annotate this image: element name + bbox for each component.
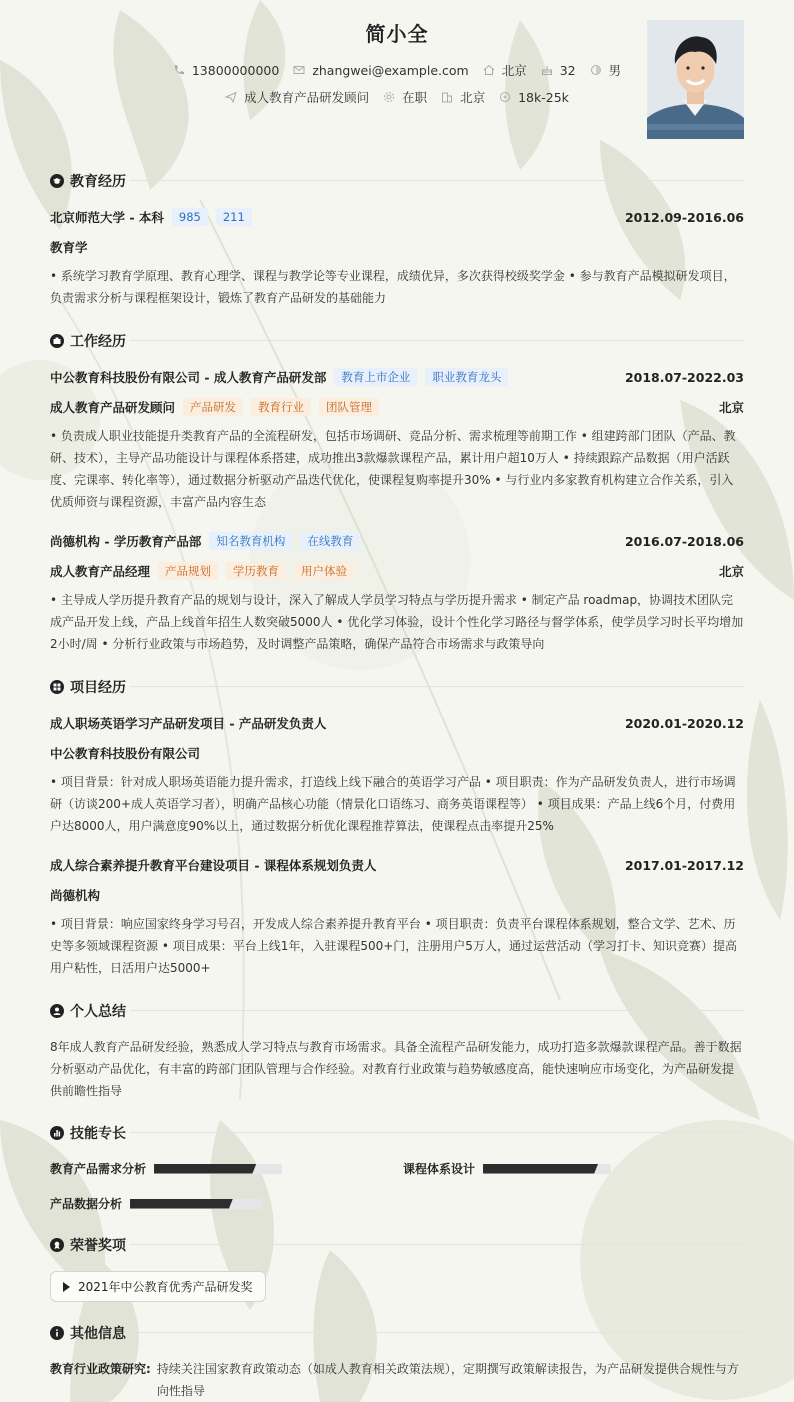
info-icon xyxy=(50,1326,64,1340)
company-tag: 职业教育龙头 xyxy=(425,368,508,386)
city-item xyxy=(483,61,527,79)
school-name: 北京师范大学 - 本科 xyxy=(50,210,164,225)
section-skills-title: 技能专长 xyxy=(50,1123,126,1143)
section-education-title: 教育经历 xyxy=(50,171,126,191)
role-tag: 产品研发 xyxy=(183,398,243,416)
project-2-org-row xyxy=(50,886,744,904)
skill-bar-fill xyxy=(154,1164,256,1174)
divider xyxy=(130,1132,744,1133)
skill-item xyxy=(50,1195,262,1212)
role-tag: 产品规划 xyxy=(158,562,218,580)
divider xyxy=(130,1010,744,1011)
divider xyxy=(130,686,744,687)
avatar xyxy=(647,20,744,139)
target-city-item xyxy=(441,88,485,106)
role-tag: 学历教育 xyxy=(226,562,286,580)
project-2-description: • 项目背景：响应国家终身学习号召，开发成人综合素养提升教育平台 • 项目职责：负责平台课程体系规划，整合文学、艺术、历史等多领域课程资源 • 项目成果：平台上线1年，入驻课程500+门，注册用户5万人，通过运营活动（学习打卡、知识竞赛）提高用户粘性，日活用户达5000+ xyxy=(50,917,737,975)
section-projects-title: 项目经历 xyxy=(50,677,126,697)
gear-icon xyxy=(383,91,395,103)
award-item xyxy=(50,1271,266,1302)
project-org: 中公教育科技股份有限公司 xyxy=(50,746,201,761)
skill-bar-fill xyxy=(483,1164,598,1174)
work-period: 2016.07-2018.06 xyxy=(624,533,744,549)
work-2-header xyxy=(50,532,744,550)
major: 教育学 xyxy=(50,240,88,255)
section-honors-title: 荣誉奖项 xyxy=(50,1235,126,1255)
job-role: 成人教育产品研发顾问 xyxy=(50,400,176,415)
age-value: 32 xyxy=(559,62,576,78)
other-info-item xyxy=(50,1358,744,1402)
project-period: 2020.01-2020.12 xyxy=(624,715,744,731)
project-title: 成人综合素养提升教育平台建设项目 - 课程体系规划负责人 xyxy=(50,858,377,873)
work-location: 北京 xyxy=(718,400,744,415)
candidate-name: 简小全 xyxy=(365,22,429,46)
skill-item xyxy=(403,1160,611,1177)
target-city-value: 北京 xyxy=(460,90,486,105)
status-item xyxy=(383,88,427,106)
section-other-title: 其他信息 xyxy=(50,1323,126,1343)
project-1-org-row xyxy=(50,744,744,762)
project-2-header xyxy=(50,856,744,874)
company-tag: 知名教育机构 xyxy=(209,532,292,550)
gender-icon xyxy=(590,64,602,76)
medal-icon xyxy=(50,1238,64,1252)
salary-value: 18k-25k xyxy=(518,89,569,105)
project-1-header xyxy=(50,714,744,732)
phone-value: 13800000000 xyxy=(191,62,280,78)
project-period: 2017.01-2017.12 xyxy=(624,857,744,873)
age-item xyxy=(541,63,576,78)
role-tag: 团队管理 xyxy=(319,398,379,416)
company-tag: 在线教育 xyxy=(300,532,360,550)
money-icon xyxy=(499,91,511,103)
company-tag: 教育上市企业 xyxy=(334,368,417,386)
cake-icon xyxy=(541,64,553,76)
mail-icon xyxy=(293,64,305,76)
education-period: 2012.09-2016.06 xyxy=(624,209,744,225)
school-tag: 985 xyxy=(172,208,208,226)
award-name: 2021年中公教育优秀产品研发奖 xyxy=(78,1280,253,1294)
project-title: 成人职场英语学习产品研发项目 - 产品研发负责人 xyxy=(50,716,327,731)
bar-chart-icon xyxy=(50,1126,64,1140)
divider xyxy=(130,340,744,341)
briefcase-icon xyxy=(50,334,64,348)
school-tag: 211 xyxy=(216,208,252,226)
job-title-value: 成人教育产品研发顾问 xyxy=(244,90,370,105)
skill-name: 教育产品需求分析 xyxy=(50,1162,147,1176)
divider xyxy=(130,180,744,181)
skill-bar xyxy=(130,1199,262,1209)
summary-text: 8年成人教育产品研发经验，熟悉成人学习特点与教育市场需求。具备全流程产品研发能力，成功打造多款爆款课程产品。善于数据分析驱动产品优化，有丰富的跨部门团队管理与合作经验。对教育行业政策与趋势敏感度高，能快速响应市场变化，为产品研发提供前瞻性指导 xyxy=(50,1040,742,1098)
project-1-description: • 项目背景：针对成人职场英语能力提升需求，打造线上线下融合的英语学习产品 • 项目职责：作为产品研发负责人，进行市场调研（访谈200+成人英语学习者），明确产品核心功能（情景化口语练习、商务英语课程等） • 项目成果：产品上线6个月，付费用户达8000人，用户满意度90%以上，通过数据分析优化课程推荐算法，使课程点击率提升25% xyxy=(50,775,736,833)
education-major-row xyxy=(50,238,744,256)
skill-bar xyxy=(483,1164,611,1174)
play-icon xyxy=(63,1282,70,1292)
graduation-cap-icon xyxy=(50,174,64,188)
skill-bar-fill xyxy=(130,1199,233,1209)
education-description: • 系统学习教育学原理、教育心理学、课程与教学论等专业课程，成绩优异，多次获得校级奖学金 • 参与教育产品模拟研发项目，负责需求分析与课程框架设计，锻炼了教育产品研发的基础能力 xyxy=(50,269,736,305)
work-location: 北京 xyxy=(718,564,744,579)
job-title-item xyxy=(225,88,369,106)
send-icon xyxy=(225,91,237,103)
email-item xyxy=(293,63,468,78)
work-2-description: • 主导成人学历提升教育产品的规划与设计，深入了解成人学员学习特点与学历提升需求 • 制定产品 roadmap，协调技术团队完成产品开发上线，产品上线首年招生人数突破5000人 • 优化学习体验，设计个性化学习路径与督学体系，使学员学习时长平均增加2小时/周 • 分析行业政策与市场趋势，及时调整产品策略，确保产品符合市场需求与政策导向 xyxy=(50,593,744,651)
work-2-role-row xyxy=(50,562,744,580)
other-info-text: 持续关注国家教育政策动态（如成人教育相关政策法规），定期撰写政策解读报告，为产品研发提供合规性与方向性指导 xyxy=(156,1362,739,1398)
education-header xyxy=(50,208,744,226)
project-org: 尚德机构 xyxy=(50,888,101,903)
email-value: zhangwei@example.com xyxy=(312,62,469,78)
role-tag: 用户体验 xyxy=(294,562,354,580)
skill-name: 产品数据分析 xyxy=(50,1197,123,1211)
status-value: 在职 xyxy=(402,90,428,105)
skill-bar xyxy=(154,1164,282,1174)
divider xyxy=(130,1332,744,1333)
gender-item xyxy=(590,61,622,79)
gender-value: 男 xyxy=(608,63,622,78)
section-work-title: 工作经历 xyxy=(50,331,126,351)
other-info-label: 教育行业政策研究: xyxy=(50,1362,151,1376)
section-summary-title: 个人总结 xyxy=(50,1001,126,1021)
work-1-role-row xyxy=(50,398,744,416)
city-value: 北京 xyxy=(501,63,527,78)
skill-name: 课程体系设计 xyxy=(403,1162,476,1176)
work-period: 2018.07-2022.03 xyxy=(624,369,744,385)
grid-icon xyxy=(50,680,64,694)
work-1-header xyxy=(50,368,744,386)
role-tag: 教育行业 xyxy=(251,398,311,416)
skill-item xyxy=(50,1160,282,1177)
job-role: 成人教育产品经理 xyxy=(50,564,151,579)
company-name: 中公教育科技股份有限公司 - 成人教育产品研发部 xyxy=(50,370,327,385)
company-name: 尚德机构 - 学历教育产品部 xyxy=(50,534,202,549)
phone-item xyxy=(173,63,279,78)
work-1-description: • 负责成人职业技能提升类教育产品的全流程研发，包括市场调研、竞品分析、需求梳理等前期工作 • 组建跨部门团队（产品、教研、技术），主导产品功能设计与课程体系搭建，成功推出3款爆款课程产品，累计用户超10万人 • 持续跟踪产品数据（用户活跃度、完课率、转化率等），通过数据分析驱动产品迭代优化，使课程复购率提升30% • 与行业内多家教育机构建立合作关系，引入优质师资与课程资源，丰富产品内容生态 xyxy=(50,429,736,509)
salary-item xyxy=(499,90,569,105)
phone-icon xyxy=(173,64,185,76)
home-icon xyxy=(483,64,495,76)
user-icon xyxy=(50,1004,64,1018)
divider xyxy=(130,1244,744,1245)
building-icon xyxy=(441,91,453,103)
